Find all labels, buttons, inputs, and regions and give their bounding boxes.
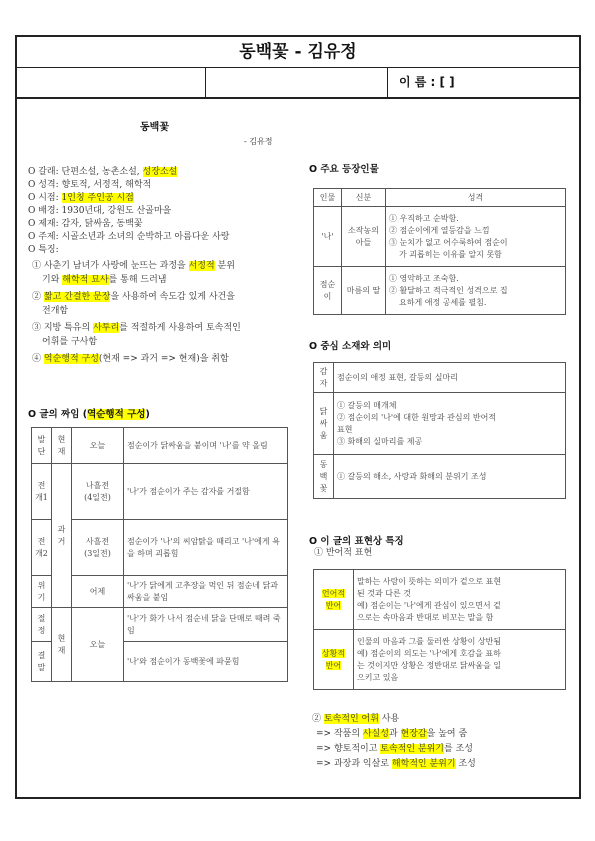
table-row: 위기 어제 '나'가 닭에게 고추장을 먹인 뒤 점순네 닭과 싸움을 붙임 (32, 576, 288, 608)
table-row: 상황적 반어 인물의 마음과 그를 둘러싼 상황이 상반됨 예) 점순이의 의도는 '나'에게 호감을 표하 는 것이지만 상황은 정반대로 닭싸움을 일 으키고 있음 (314, 630, 566, 690)
feature-3: ③ 지방 특유의 사투리를 적절하게 사용하여 토속적인 (32, 323, 241, 333)
table-row: 전개2 사흘전 (3일전) 점순이가 '나'의 씨암탉을 때리고 '나'에게 욕을 하며 괴롭힘 (32, 520, 288, 576)
table-row: 점순이 마름의 딸 ① 영악하고 조숙함. ② 활달하고 적극적인 성격으로 집 요하게 애정 공세를 펼침. (314, 267, 566, 315)
intro-item: O 시점: 1인칭 주인공 시점 (28, 193, 134, 203)
feature-1: ① 사춘기 남녀가 사랑에 눈뜨는 과정을 서정적 분위 (32, 261, 235, 271)
vocab-notes (312, 712, 574, 772)
intro-title: 동백꽃 (140, 122, 169, 133)
vocab-bullet: => 과장과 익살로 해학적인 분위기 조성 (316, 759, 476, 769)
materials-heading: O 중심 소재와 의미 (309, 341, 392, 352)
intro-item: O 갈래: 단편소설, 농촌소설, 성장소설 (28, 167, 178, 177)
table-row: 발단 현재 오늘 점순이가 닭싸움을 붙이며 '나'를 약 올림 (32, 428, 288, 464)
blank-cell-1 (17, 67, 206, 97)
info-row (17, 67, 579, 99)
expression-table (313, 569, 566, 690)
name-field[interactable]: 이 름 : [ ] (399, 75, 455, 89)
expression-sub1: ① 반어적 표현 (314, 548, 373, 558)
table-row: 감자 점순이의 애정 표현, 갈등의 실마리 (314, 363, 566, 393)
table-row: 절정 현재 오늘 '나'가 화가 나서 점순네 닭을 단매로 때려 죽임 (32, 608, 288, 642)
expression-heading: O 이 글의 표현상 특징 (309, 536, 404, 547)
table-row: 결말 '나'와 점순이가 동백꽃에 파묻힘 (32, 642, 288, 682)
table-row: 닭싸움 ① 갈등의 매개체 ② 점순이의 '나'에 대한 원망과 관심의 반어적 표현 ③ 화해의 실마리를 제공 (314, 393, 566, 455)
vocab-sub2: ② 토속적인 어휘 사용 (312, 714, 400, 724)
intro-item: O 제재: 감자, 닭싸움, 동백꽃 (28, 219, 143, 229)
intro-author: - 김유정 (244, 137, 273, 146)
materials-table (313, 362, 566, 499)
table-row: 인물 신분 성격 (314, 189, 566, 207)
table-row: 동백꽃 ① 갈등의 해소, 사랑과 화해의 분위기 조성 (314, 455, 566, 499)
plot-heading: O 글의 짜임 (역순행적 구성) (28, 409, 150, 420)
plot-table (31, 427, 288, 682)
vocab-bullet: => 향토적이고 토속적인 분위기를 조성 (316, 744, 473, 754)
table-row: 언어적 반어 말하는 사람이 뜻하는 의미가 겉으로 표현 된 것과 다른 것 예) 점순이는 '나'에게 관심이 있으면서 겉 으로는 속마음과 반대로 비꼬는 말을 함 (314, 570, 566, 630)
feature-2: ② 짧고 간결한 문장을 사용하여 속도감 있게 사건을 (32, 292, 235, 302)
intro-item: O 성격: 향토적, 서정적, 해학적 (28, 180, 152, 190)
feature-list: ① 사춘기 남녀가 사랑에 눈뜨는 과정을 서정적 분위 기와 해학적 묘사를 통해 드러냄 ② 짧고 간결한 문장을 사용하여 속도감 있게 사건을 전개함 ③ 지방 특유의 사투리를 적절하게 사용하여 토속적인 어휘를 구사함 ④ 역순행적 구성(현재 => 과거 => 현재)을 취함 (28, 259, 296, 366)
page-title: 동백꽃 - 김유정 (17, 37, 579, 68)
intro-item: O 배경: 1930년대, 강원도 산골마을 (28, 206, 172, 216)
vocab-bullet: => 작품의 사실성과 현장감을 높여 줌 (316, 729, 468, 739)
characters-table (313, 188, 566, 315)
characters-heading: O 주요 등장인물 (309, 164, 379, 175)
intro-item: O 주제: 시골소년과 소녀의 순박하고 아름다운 사랑 (28, 232, 230, 242)
blank-cell-2 (205, 67, 388, 97)
intro-list (28, 166, 296, 366)
table-row: 전개1 과거 나흘전 (4일전) '나'가 점순이가 주는 감자를 거절함 (32, 464, 288, 520)
intro-item: O 특징: (28, 245, 59, 255)
feature-4: ④ 역순행적 구성(현재 => 과거 => 현재)을 취함 (32, 354, 229, 364)
table-row: '나' 소작농의 아들 ① 우직하고 순박함. ② 점순이에게 열등감을 느낌 ③ 눈치가 없고 어수룩하여 점순이 가 괴롭히는 이유를 알지 못함 (314, 207, 566, 267)
